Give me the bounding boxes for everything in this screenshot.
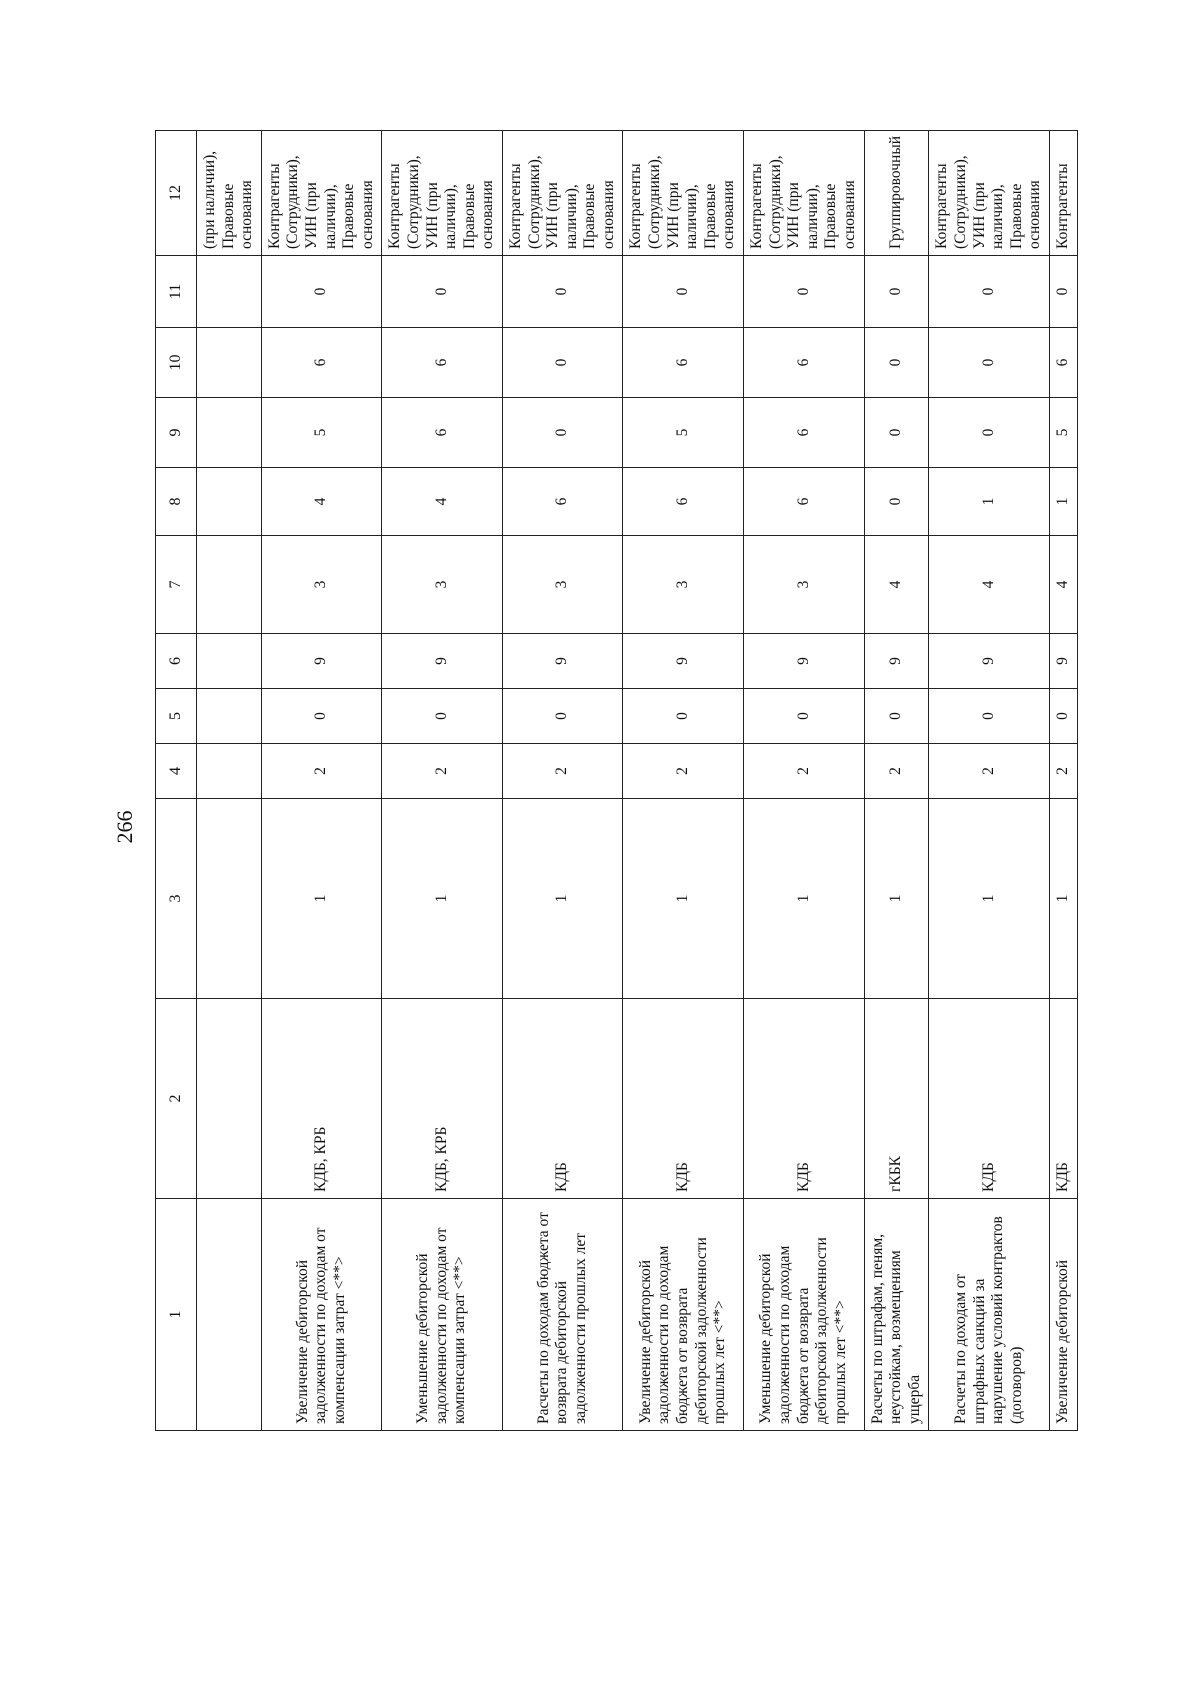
- table-row: [261, 131, 382, 1431]
- table-cell-col-11: 0: [1049, 256, 1077, 328]
- table-cell-col-12: Контрагенты (Сотрудники), УИН (при наличии), Правовые основания: [623, 131, 744, 256]
- table-cell-col-4: 2: [1049, 744, 1077, 799]
- table-cell-col-6: 9: [744, 634, 865, 689]
- table-row: [382, 131, 503, 1431]
- table-row: [623, 131, 744, 1431]
- table-cell-col-3: 1: [382, 799, 503, 999]
- table-cell-col-10: 0: [929, 328, 1050, 398]
- table-cell-col-4: 2: [502, 744, 623, 799]
- table-cell-col-2: КДБ, КРБ: [382, 999, 503, 1199]
- table-cell-col-7: 3: [382, 536, 503, 634]
- table-cell-col-1: Увеличение дебиторской задолженности по доходам бюджета от возврата дебиторской задолженности прошлых лет <**>: [623, 1199, 744, 1431]
- table-cell-col-3: 1: [1049, 799, 1077, 999]
- table-cell-col-7: 4: [1049, 536, 1077, 634]
- table-cell-col-5: 0: [261, 689, 382, 744]
- data-table: [155, 130, 1078, 1431]
- table-cell-col-1: Уменьшение дебиторской задолженности по доходам от компенсации затрат <**>: [382, 1199, 503, 1431]
- table-cell-col-5: 0: [382, 689, 503, 744]
- table-cell-col-5: 0: [623, 689, 744, 744]
- table-cell-col-11: 0: [261, 256, 382, 328]
- table-cell-col-7: 3: [261, 536, 382, 634]
- table-cell-col-8: 6: [623, 468, 744, 536]
- table-cell-col-10: 6: [623, 328, 744, 398]
- table-cell-col-6: 9: [929, 634, 1050, 689]
- table-cell-col-10: 6: [382, 328, 503, 398]
- table-cell-col-3: 1: [261, 799, 382, 999]
- table-cell-col-1: Уменьшение дебиторской задолженности по доходам бюджета от возврата дебиторской задолженности прошлых лет <**>: [744, 1199, 865, 1431]
- table-row: [744, 131, 865, 1431]
- table-cell-col-3: 1: [744, 799, 865, 999]
- table-cell-col-11: 0: [382, 256, 503, 328]
- table-cell-col-9: 0: [502, 398, 623, 468]
- table-cell-col-1: Расчеты по доходам бюджета от возврата дебиторской задолженности прошлых лет: [502, 1199, 623, 1431]
- table-cell-col-12: Контрагенты (Сотрудники), УИН (при наличии), Правовые основания: [382, 131, 503, 256]
- table-cell-col-10: 6: [1049, 328, 1077, 398]
- table-cell-col-12: (при наличии), Правовые основания: [197, 131, 262, 256]
- table-cell-col-6: 9: [261, 634, 382, 689]
- table-cell-col-2: гКБК: [864, 999, 929, 1199]
- table-cell-col-6: 9: [502, 634, 623, 689]
- table-cell-col-2: КДБ, КРБ: [261, 999, 382, 1199]
- table-cell-col-7: 4: [929, 536, 1050, 634]
- table-cell-col-4: 2: [929, 744, 1050, 799]
- table-cell-col-10: 6: [744, 328, 865, 398]
- table-row: [502, 131, 623, 1431]
- table-cell-col-2: [197, 999, 262, 1199]
- table-cell-col-11: 0: [623, 256, 744, 328]
- table-cell-col-7: 3: [744, 536, 865, 634]
- table-cell-col-5: [197, 689, 262, 744]
- table-cell-col-7: 3: [623, 536, 744, 634]
- table-row: [197, 131, 262, 1431]
- table-cell-col-1: [197, 1199, 262, 1431]
- table-cell-col-11: 0: [929, 256, 1050, 328]
- table-cell-col-8: 1: [929, 468, 1050, 536]
- column-header-11: 11: [156, 256, 197, 328]
- table-cell-col-2: КДБ: [623, 999, 744, 1199]
- table-cell-col-8: 4: [382, 468, 503, 536]
- table-cell-col-9: 5: [1049, 398, 1077, 468]
- table-cell-col-8: 6: [744, 468, 865, 536]
- table-cell-col-5: 0: [1049, 689, 1077, 744]
- table-cell-col-9: 5: [261, 398, 382, 468]
- page-number: 266: [112, 810, 137, 844]
- column-header-10: 10: [156, 328, 197, 398]
- table-cell-col-4: 2: [744, 744, 865, 799]
- table-cell-col-12: Контрагенты (Сотрудники), УИН (при наличии), Правовые основания: [502, 131, 623, 256]
- table-cell-col-2: КДБ: [744, 999, 865, 1199]
- table-cell-col-11: 0: [744, 256, 865, 328]
- table-cell-col-8: 4: [261, 468, 382, 536]
- table-cell-col-10: 0: [864, 328, 929, 398]
- column-header-4: 4: [156, 744, 197, 799]
- table-cell-col-1: Расчеты по штрафам, пеням, неустойкам, возмещениям ущерба: [864, 1199, 929, 1431]
- table-cell-col-4: 2: [623, 744, 744, 799]
- column-header-5: 5: [156, 689, 197, 744]
- table-cell-col-2: КДБ: [502, 999, 623, 1199]
- column-header-12: 12: [156, 131, 197, 256]
- table-cell-col-12: Контрагенты (Сотрудники), УИН (при наличии), Правовые основания: [744, 131, 865, 256]
- table-cell-col-7: [197, 536, 262, 634]
- table-cell-col-6: [197, 634, 262, 689]
- table-cell-col-11: 0: [502, 256, 623, 328]
- table-cell-col-8: 6: [502, 468, 623, 536]
- column-header-2: 2: [156, 999, 197, 1199]
- table-cell-col-3: 1: [929, 799, 1050, 999]
- table-cell-col-6: 9: [864, 634, 929, 689]
- table-cell-col-10: 0: [502, 328, 623, 398]
- table-cell-col-1: Увеличение дебиторской задолженности по доходам от компенсации затрат <**>: [261, 1199, 382, 1431]
- table-row: [1049, 131, 1077, 1431]
- table-cell-col-8: [197, 468, 262, 536]
- table-cell-col-6: 9: [1049, 634, 1077, 689]
- table-cell-col-12: Контрагенты: [1049, 131, 1077, 256]
- table-cell-col-1: Увеличение дебиторской: [1049, 1199, 1077, 1431]
- table-cell-col-8: 1: [1049, 468, 1077, 536]
- table-cell-col-2: КДБ: [929, 999, 1050, 1199]
- table-cell-col-3: 1: [623, 799, 744, 999]
- table-cell-col-8: 0: [864, 468, 929, 536]
- table-cell-col-9: 6: [382, 398, 503, 468]
- table-cell-col-10: [197, 328, 262, 398]
- table-cell-col-3: [197, 799, 262, 999]
- table-cell-col-3: 1: [502, 799, 623, 999]
- table-cell-col-4: 2: [382, 744, 503, 799]
- table-cell-col-12: Контрагенты (Сотрудники), УИН (при наличии), Правовые основания: [261, 131, 382, 256]
- table-cell-col-4: 2: [864, 744, 929, 799]
- table-cell-col-11: [197, 256, 262, 328]
- table-cell-col-9: 0: [929, 398, 1050, 468]
- column-header-1: 1: [156, 1199, 197, 1431]
- column-header-3: 3: [156, 799, 197, 999]
- column-header-8: 8: [156, 468, 197, 536]
- table-cell-col-5: 0: [744, 689, 865, 744]
- table-cell-col-12: Группировочный: [864, 131, 929, 256]
- table-cell-col-9: [197, 398, 262, 468]
- table-cell-col-4: 2: [261, 744, 382, 799]
- table-cell-col-7: 3: [502, 536, 623, 634]
- table-cell-col-11: 0: [864, 256, 929, 328]
- table-row: [929, 131, 1050, 1431]
- column-header-9: 9: [156, 398, 197, 468]
- table-cell-col-7: 4: [864, 536, 929, 634]
- table-cell-col-1: Расчеты по доходам от штрафных санкций за нарушение условий контрактов (договоров): [929, 1199, 1050, 1431]
- table-cell-col-2: КДБ: [1049, 999, 1077, 1199]
- table-cell-col-5: 0: [502, 689, 623, 744]
- table-cell-col-6: 9: [623, 634, 744, 689]
- table-cell-col-12: Контрагенты (Сотрудники), УИН (при наличии), Правовые основания: [929, 131, 1050, 256]
- table-row: [864, 131, 929, 1431]
- table-cell-col-10: 6: [261, 328, 382, 398]
- column-header-7: 7: [156, 536, 197, 634]
- table-cell-col-5: 0: [929, 689, 1050, 744]
- table-cell-col-3: 1: [864, 799, 929, 999]
- table-cell-col-9: 0: [864, 398, 929, 468]
- table-body: [197, 131, 1078, 1431]
- table-cell-col-6: 9: [382, 634, 503, 689]
- table-cell-col-9: 6: [744, 398, 865, 468]
- table-cell-col-5: 0: [864, 689, 929, 744]
- table-cell-col-9: 5: [623, 398, 744, 468]
- table-cell-col-4: [197, 744, 262, 799]
- table-container: [155, 131, 1075, 1431]
- header-row: [156, 131, 197, 1431]
- column-header-6: 6: [156, 634, 197, 689]
